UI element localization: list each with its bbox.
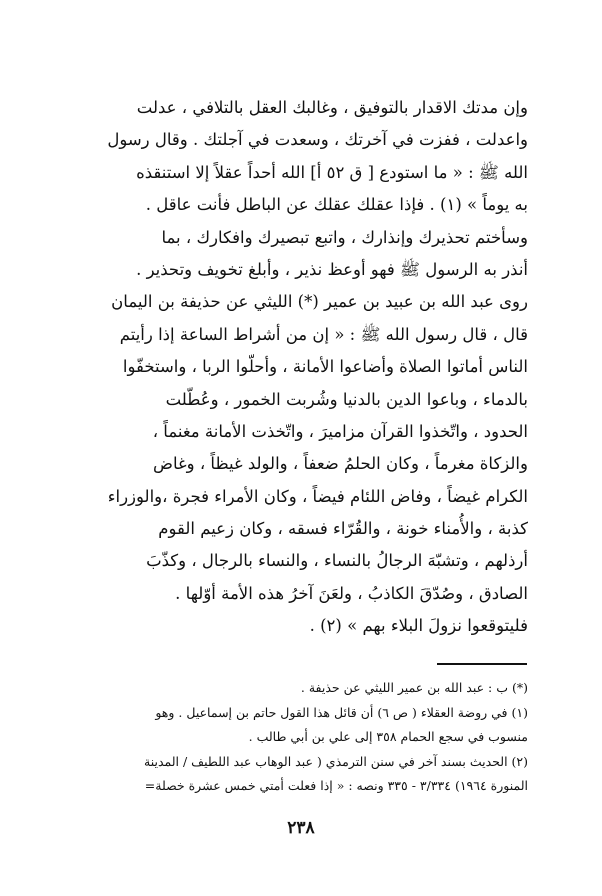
text-line: والزكاة مغرماً ، وكان الحلمُ ضعفاً ، والولد غيظاً ، وغاض bbox=[153, 454, 528, 474]
text-line: وسأختم تحذيرك وإنذارك ، واتبع تبصيرك وافكارك ، بما bbox=[161, 227, 528, 247]
text-line: روى عبد الله بن عبيد بن عمير (*) الليثي عن حذيفة بن اليمان bbox=[111, 292, 528, 312]
footnote-2-line-2: المنورة ١٩٦٤) ٣/٣٣٤ - ٣٣٥ ونصه : « إذا فعلت أمتي خمس عشرة خصلة= bbox=[144, 778, 528, 793]
footnotes bbox=[88, 676, 528, 799]
text-line: الكرام غيضاً ، وفاض اللئام فيضاً ، وكان الأمراء فجرة ،والوزراء bbox=[107, 486, 528, 506]
text-line: الله ﷺ : « ما استودع [ ق ٥٢ أ] الله أحداً عقلاً إلا استنقذه bbox=[136, 162, 528, 182]
text-line: الناس أماتوا الصلاة وأضاعوا الأمانة ، وأحلّوا الربا ، واستخفّوا bbox=[122, 357, 528, 377]
footnote-1-line-2: منسوب في سجع الحمام ٣٥٨ إلى علي بن أبي طالب . bbox=[248, 729, 528, 744]
footnote-1-line-1: (١) في روضة العقلاء ( ص ٦) أن قائل هذا القول حاتم بن إسماعيل . وهو bbox=[155, 704, 528, 720]
text-line: الحدود ، واتّخذوا القرآن مزاميرَ ، واتّخذت الأمانة مغنماً ، bbox=[152, 421, 528, 441]
text-line: بالدماء ، وباعوا الدين بالدنيا وشُربت الخمور ، وعُطّلت bbox=[165, 389, 528, 409]
footnote-2-line-1: (٢) الحديث بسند آخر في سنن الترمذي ( عبد الوهاب عبد اللطيف / المدينة bbox=[144, 753, 528, 769]
text-line: أرذلهم ، وتشبّهَ الرجالُ بالنساء ، والنساء بالرجال ، وكذّبَ bbox=[146, 551, 528, 571]
page-number: ٢٣٨ bbox=[287, 818, 315, 838]
text-line: أنذر به الرسول ﷺ فهو أوعظ نذير ، وأبلغ تخويف وتحذير . bbox=[136, 259, 528, 279]
footnote-star: (*) ب : عبد الله بن عمير الليثي عن حذيفة . bbox=[300, 680, 528, 695]
text-line: وإن مدتك الاقدار بالتوفيق ، وغالبك العقل بالتلافي ، عدلت bbox=[136, 98, 528, 117]
text-line: كذبة ، والأُمناء خونة ، والقُرّاء فسقه ، وكان زعيم القوم bbox=[158, 519, 528, 539]
footnote-separator bbox=[437, 663, 527, 665]
main-text bbox=[88, 92, 528, 643]
text-line: واعدلت ، ففزت في آخرتك ، وسعدت في آجلتك . وقال رسول bbox=[107, 130, 528, 150]
text-line: فليتوقعوا نزولَ البلاء بهم » (٢) . bbox=[309, 616, 528, 636]
text-line: الصادق ، وصُدّقَ الكاذبُ ، ولعَنَ آخرُ هذه الأمة أوّلها . bbox=[175, 583, 528, 603]
text-line: به يوماً » (١) . فإذا عقلك عقلك عن الباطل فأنت عاقل . bbox=[145, 195, 528, 215]
text-line: قال ، قال رسول الله ﷺ : « إن من أشراط الساعة إذا رأيتم bbox=[119, 324, 528, 344]
